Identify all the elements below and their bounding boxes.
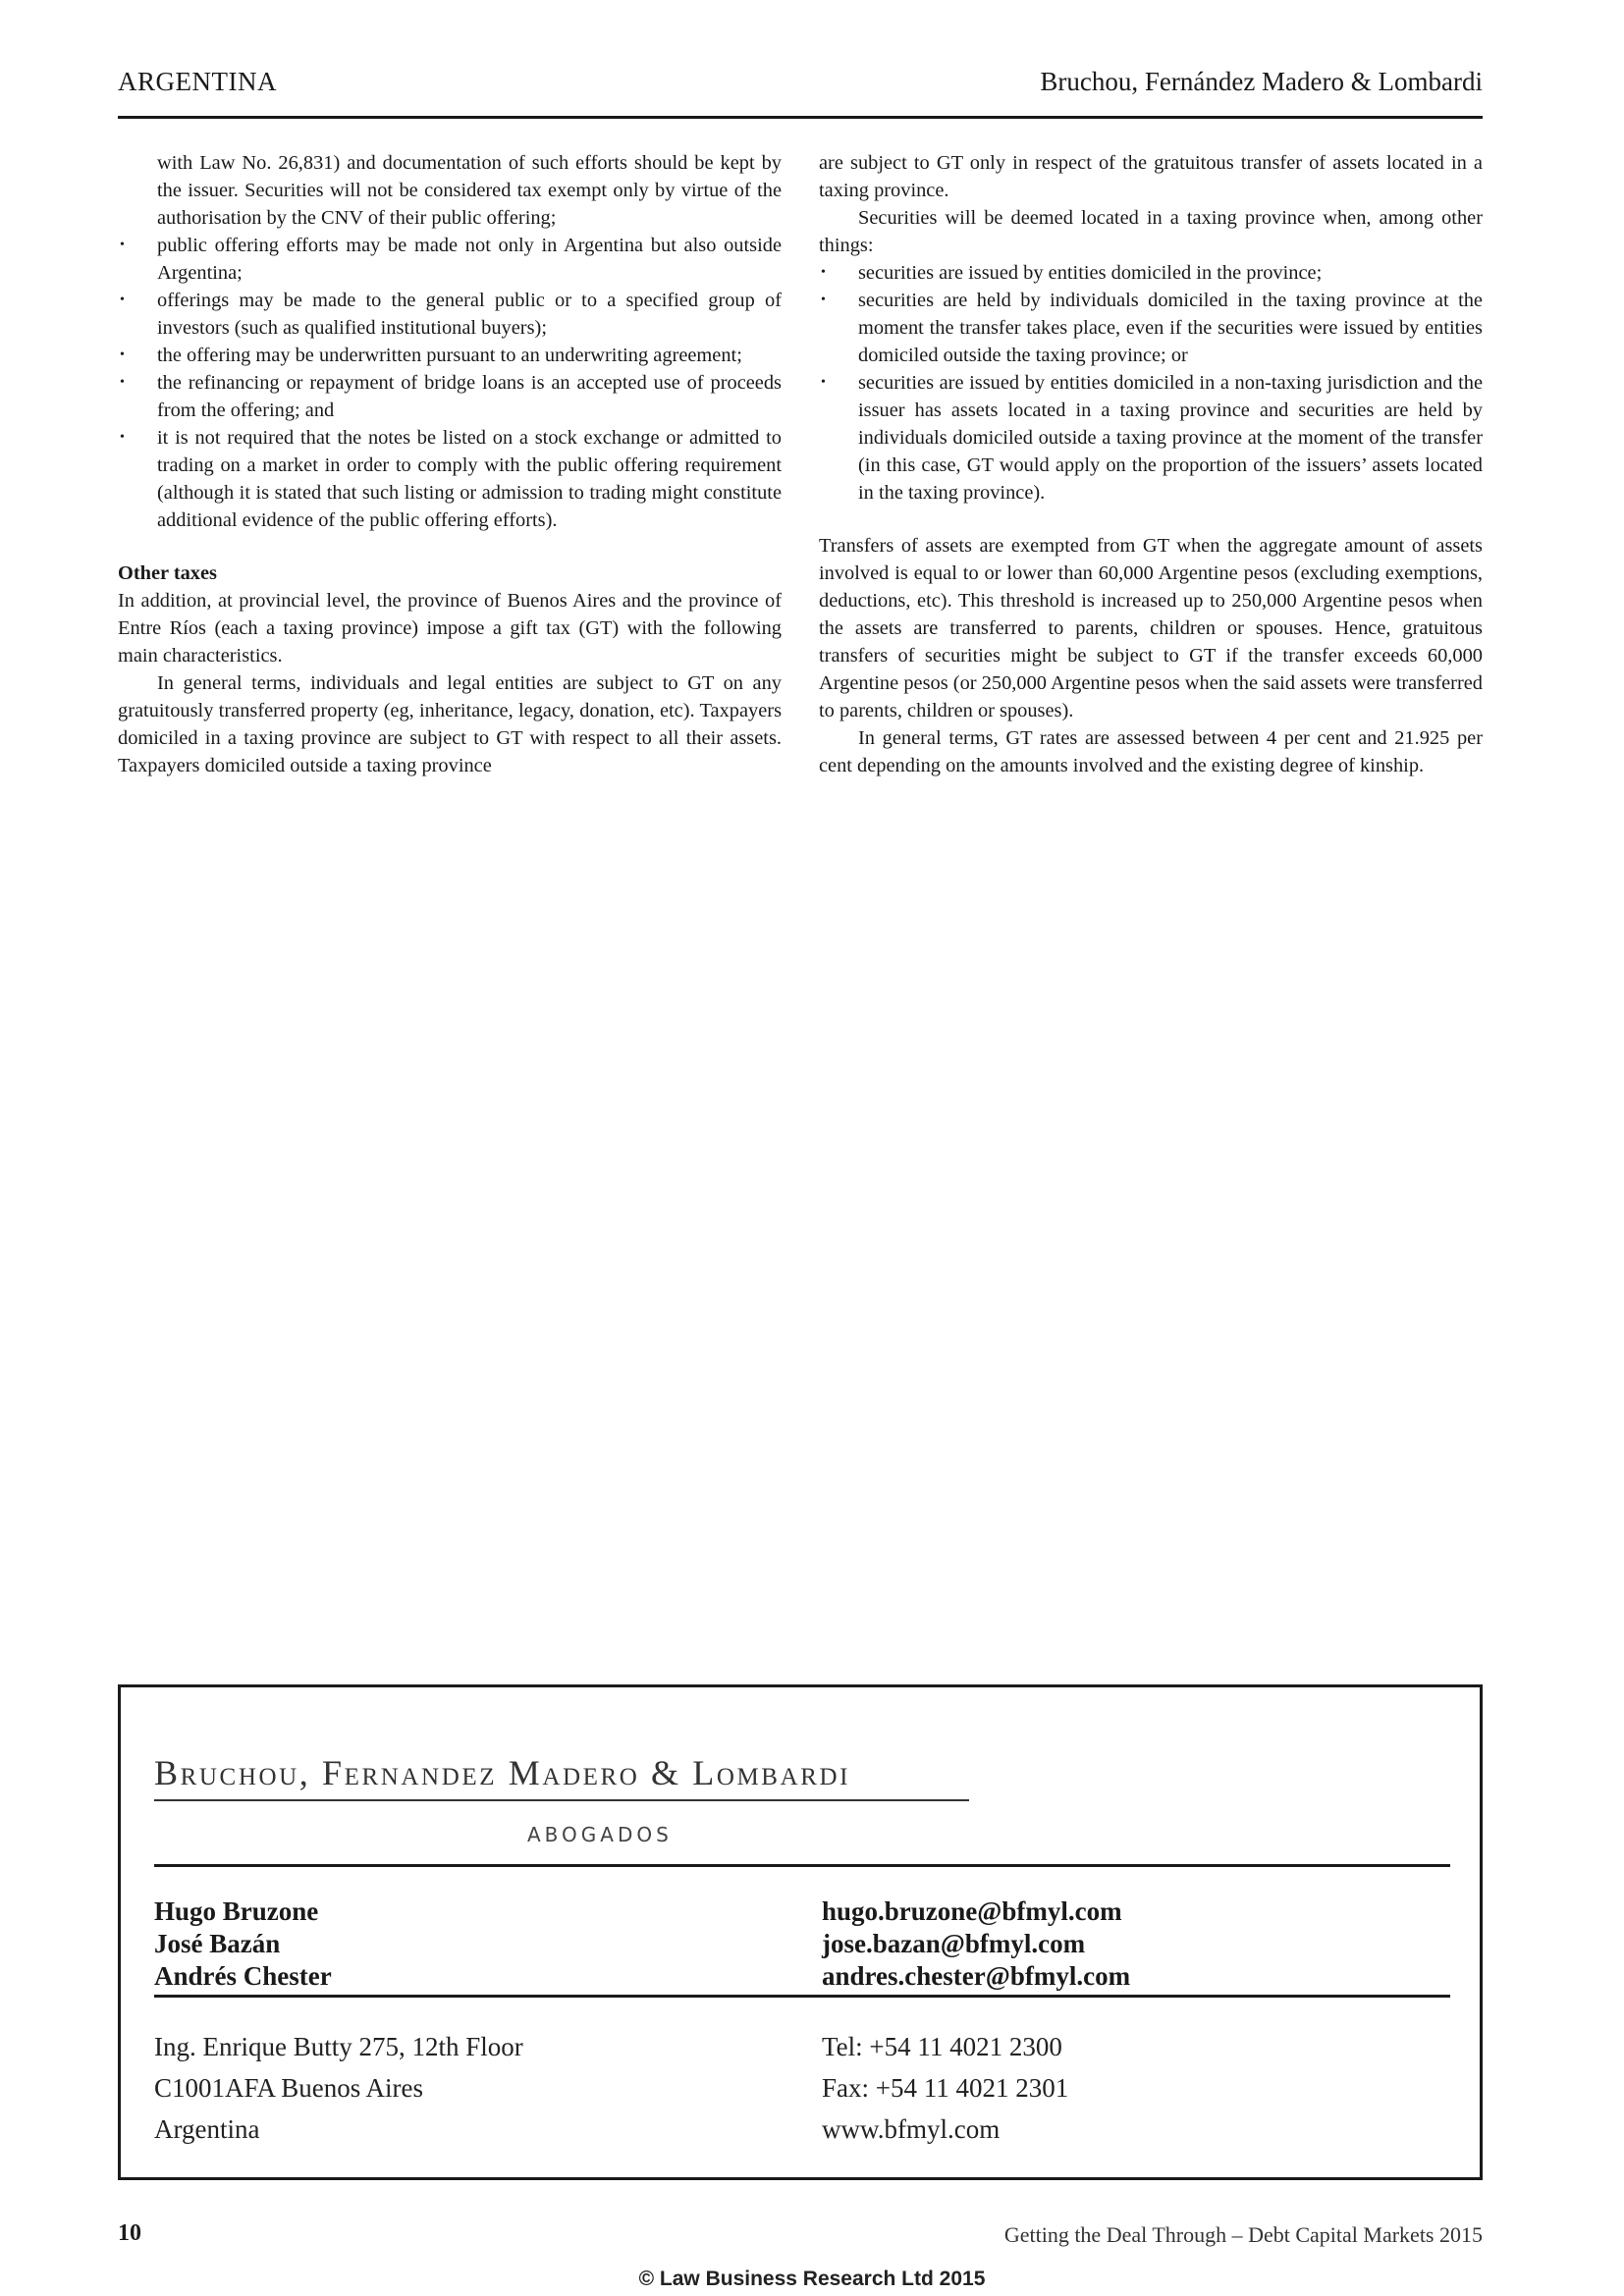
list-item: • offerings may be made to the general public or to a specified group of investors (such as qualified institutional buyers); — [118, 287, 782, 342]
list-item: • the offering may be underwritten pursuant to an underwriting agreement; — [118, 342, 782, 369]
fax: Fax: +54 11 4021 2301 — [822, 2073, 1069, 2103]
contact-email: jose.bazan@bfmyl.com — [822, 1929, 1086, 1958]
contact-name: Andrés Chester — [154, 1961, 332, 1991]
paragraph: In addition, at provincial level, the province of Buenos Aires and the province of Entre Ríos (each a taxing province) impose a gift tax (GT) with the following main characteristics. — [118, 590, 782, 667]
page-number: 10 — [118, 2220, 141, 2246]
header-country: ARGENTINA — [118, 67, 277, 96]
copyright-notice: © Law Business Research Ltd 2015 — [638, 2268, 986, 2290]
paragraph: In general terms, GT rates are assessed between 4 per cent and 21.925 per cent depending on the amounts involved and the existing degree of kinship. — [819, 727, 1483, 776]
list-item: • securities are held by individuals domiciled in the taxing province at the moment the transfer takes place, even if the securities were issued by entities domiciled outside the taxing province; or — [819, 287, 1483, 369]
contact-name: Hugo Bruzone — [154, 1896, 319, 1926]
list-item: • securities are issued by entities domiciled in a non-taxing jurisdiction and the issuer has assets located in a taxing province and securities are held by individuals domiciled outside a taxing province at the moment of the transfer (in this case, GT would apply on the proportion of the issuers’ assets located in the taxing province). — [819, 369, 1483, 507]
address-line: Argentina — [154, 2114, 260, 2144]
box-divider-top — [154, 1864, 1450, 1867]
list-item: • securities are issued by entities domiciled in the province; — [819, 259, 1483, 287]
left-column — [118, 149, 782, 779]
bullet-continuation: with Law No. 26,831) and documentation of such efforts should be kept by the issuer. Securities will not be considered tax exempt only by virtue of the authorisation by the CNV of their public offering; — [157, 152, 782, 229]
telephone: Tel: +54 11 4021 2300 — [822, 2032, 1062, 2061]
website: www.bfmyl.com — [822, 2114, 1001, 2144]
publication-title: Getting the Deal Through – Debt Capital Markets 2015 — [1003, 2222, 1483, 2247]
paragraph: In general terms, individuals and legal entities are subject to GT on any gratuitously transferred property (eg, inheritance, legacy, donation, etc). Taxpayers domiciled in a taxing province are subject to GT with respect to all their assets. Taxpayers domiciled outside a taxing province — [118, 672, 782, 776]
firm-contact-box — [118, 1684, 1483, 2180]
paragraph: Securities will be deemed located in a taxing province when, among other things: — [819, 207, 1483, 256]
firm-logo-subtitle: ABOGADOS — [527, 1823, 673, 1846]
section-heading: Other taxes — [118, 562, 217, 584]
location-bullet-list — [819, 259, 1483, 507]
firm-logo-name: Bruchou, Fernandez Madero & Lombardi — [154, 1753, 851, 1792]
offering-bullet-list — [118, 232, 782, 534]
contact-name: José Bazán — [154, 1929, 281, 1958]
running-header — [118, 63, 1483, 108]
header-firm: Bruchou, Fernández Madero & Lombardi — [1040, 67, 1483, 96]
paragraph: are subject to GT only in respect of the gratuitous transfer of assets located in a taxing province. — [819, 152, 1483, 201]
address-line: C1001AFA Buenos Aires — [154, 2073, 424, 2103]
right-column — [819, 149, 1483, 779]
list-item: • it is not required that the notes be listed on a stock exchange or admitted to trading on a market in order to comply with the public offering requirement (although it is stated that such listing or admission to trading might constitute additional evidence of the public offering efforts). — [118, 424, 782, 534]
paragraph: Transfers of assets are exempted from GT when the aggregate amount of assets involved is equal to or lower than 60,000 Argentine pesos (excluding exemptions, deductions, etc). This threshold is increased up to 250,000 Argentine pesos when the assets are transferred to parents, children or spouses. Hence, gratuitous transfers of securities might be subject to GT if the transfer exceeds 60,000 Argentine pesos (or 250,000 Argentine pesos when the said assets were transferred to parents, children or spouses). — [819, 535, 1483, 721]
list-item: • public offering efforts may be made not only in Argentina but also outside Argentina; — [118, 232, 782, 287]
header-divider — [118, 116, 1483, 119]
list-item: • the refinancing or repayment of bridge loans is an accepted use of proceeds from the offering; and — [118, 369, 782, 424]
running-footer — [118, 2220, 1483, 2250]
address-line: Ing. Enrique Butty 275, 12th Floor — [154, 2032, 523, 2061]
logo-underline — [154, 1799, 969, 1801]
contact-email: hugo.bruzone@bfmyl.com — [822, 1896, 1122, 1926]
firm-logo — [154, 1752, 969, 1846]
box-divider-bottom — [154, 1995, 1450, 1998]
contact-email: andres.chester@bfmyl.com — [822, 1961, 1131, 1991]
